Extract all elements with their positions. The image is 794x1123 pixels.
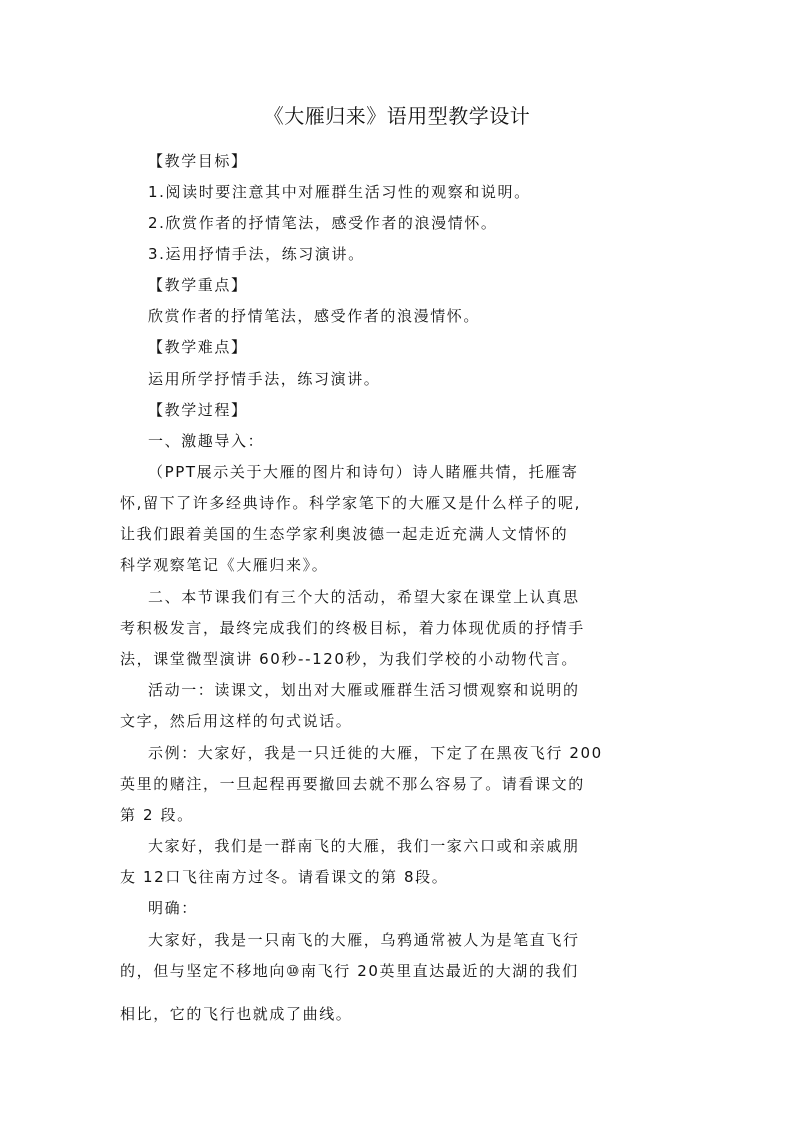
process-heading: 【教学过程】 xyxy=(148,401,248,419)
paragraph-line: 示例：大家好，我是一只迁徙的大雁，下定了在黑夜飞行 200 xyxy=(148,744,603,762)
key-text: 欣赏作者的抒情笔法，感受作者的浪漫情怀。 xyxy=(148,307,481,325)
paragraph-line: 英里的赌注，一旦起程再要撤回去就不那么容易了。请看课文的 xyxy=(120,775,585,793)
paragraph-line: 文字，然后用这样的句式说话。 xyxy=(120,712,353,730)
paragraph-line: 二、本节课我们有三个大的活动，希望大家在课堂上认真思 xyxy=(148,588,580,606)
objective-item: 3.运用抒情手法，练习演讲。 xyxy=(148,245,365,263)
paragraph-line: 大家好，我们是一群南飞的大雁，我们一家六口或和亲戚朋 xyxy=(148,837,580,855)
paragraph-line: 的，但与坚定不移地向⑩南飞行 20英里直达最近的大湖的我们 xyxy=(120,962,579,980)
paragraph-line: 相比，它的飞行也就成了曲线。 xyxy=(120,1005,353,1023)
paragraph-line: 怀,留下了许多经典诗作。科学家笔下的大雁又是什么样子的呢, xyxy=(120,494,581,512)
difficulty-heading: 【教学难点】 xyxy=(148,338,248,356)
paragraph-line: 友 12口飞往南方过冬。请看课文的第 8段。 xyxy=(120,868,449,886)
document-title: 《大雁归来》语用型教学设计 xyxy=(263,104,531,128)
clarify-heading: 明确： xyxy=(148,899,198,917)
objective-item: 2.欣赏作者的抒情笔法，感受作者的浪漫情怀。 xyxy=(148,214,498,232)
paragraph-line: 科学观察笔记《大雁归来》。 xyxy=(120,556,329,574)
paragraph-line: 大家好，我是一只南飞的大雁，乌鸦通常被人为是笔直飞行 xyxy=(148,931,580,949)
paragraph-line: 让我们跟着美国的生态学家利奥波德一起走近充满人文情怀的 xyxy=(120,525,569,543)
paragraph-line: （PPT展示关于大雁的图片和诗句）诗人睹雁共情，托雁寄 xyxy=(148,463,579,481)
objectives-heading: 【教学目标】 xyxy=(148,152,248,170)
step1-heading: 一、激趣导入： xyxy=(148,432,265,450)
paragraph-line: 考积极发言，最终完成我们的终极目标，着力体现优质的抒情手 xyxy=(120,619,585,637)
paragraph-line: 第 2 段。 xyxy=(120,806,194,824)
paragraph-line: 活动一：读课文，划出对大雁或雁群生活习惯观察和说明的 xyxy=(148,681,580,699)
objective-item: 1.阅读时要注意其中对雁群生活习性的观察和说明。 xyxy=(148,183,531,201)
difficulty-text: 运用所学抒情手法，练习演讲。 xyxy=(148,370,381,388)
paragraph-line: 法，课堂微型演讲 60秒--120秒，为我们学校的小动物代言。 xyxy=(120,650,578,668)
key-heading: 【教学重点】 xyxy=(148,276,248,294)
